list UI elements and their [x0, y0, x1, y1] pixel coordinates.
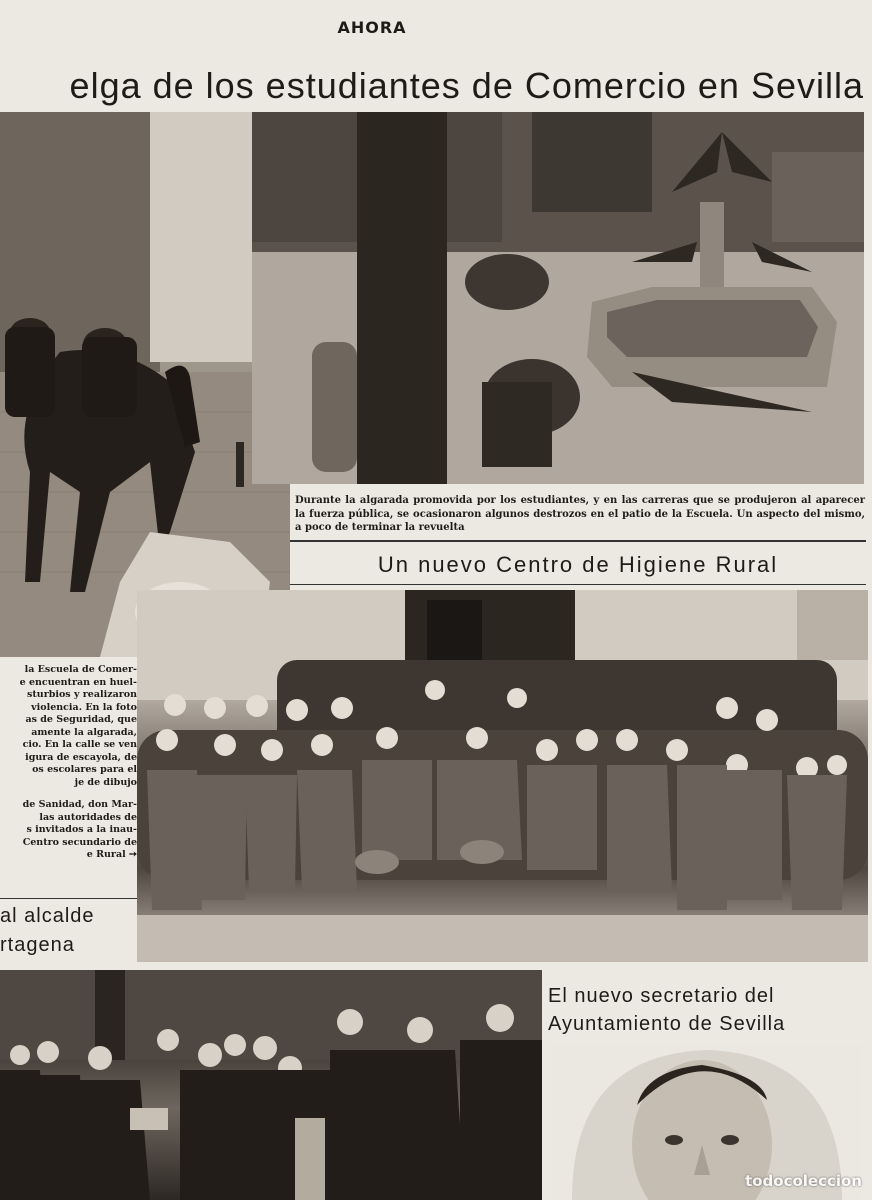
caption-line: je de dibujo — [74, 776, 137, 788]
caption-line: violencia. En la foto — [31, 701, 137, 713]
masthead: AHORA — [337, 18, 407, 37]
watermark: todocoleccion — [745, 1172, 862, 1190]
subhead-line: rtagena — [0, 934, 75, 956]
caption-line: sturbios y realizaron — [27, 689, 137, 700]
caption-riot: Durante la algarada promovida por los estudiantes, y en las carreras que se produjeron al aparecer la fuerza pública, se ocasionaron algunos destrozos en el patio de la Escuela. Un aspecto del mismo, a poco de terminar la revuelta — [295, 495, 865, 533]
arrow-icon: ➙ — [129, 849, 137, 860]
caption-sidebar — [0, 664, 137, 894]
subhead-line: El nuevo secretario del — [548, 985, 775, 1007]
photo-courtyard — [252, 112, 864, 484]
headline — [0, 64, 872, 108]
subhead-higiene-rural: Un nuevo Centro de Higiene Rural — [377, 552, 779, 577]
subhead-alcalde — [0, 902, 137, 962]
caption-line: os escolares para el — [32, 764, 137, 775]
divider — [290, 584, 866, 585]
caption-line: cio. En la calle se ven — [22, 739, 137, 750]
caption-line: e encuentran en huel- — [19, 676, 137, 688]
caption-line-text: e Rural — [86, 849, 126, 860]
divider — [0, 898, 137, 899]
photo-mounted-police — [0, 112, 290, 657]
photo-group — [137, 590, 868, 962]
divider — [290, 540, 866, 542]
caption-strike — [0, 664, 137, 789]
caption-line: las autoridades de — [39, 811, 137, 823]
photo-crowd — [0, 970, 542, 1200]
caption-line: la Escuela de Comer- — [24, 664, 137, 675]
subhead-line: al alcalde — [0, 905, 95, 927]
caption-line: amente la algarada, — [31, 726, 137, 738]
caption-line — [0, 849, 137, 862]
headline-text: elga de los estudiantes de Comercio en Sevilla — [69, 65, 864, 106]
caption-line: s invitados a la inau- — [26, 824, 137, 835]
caption-line: de Sanidad, don Mar- — [22, 799, 137, 810]
caption-line: igura de escayola, de — [25, 751, 137, 763]
subhead-secretario — [548, 982, 872, 1042]
caption-line: Centro secundario de — [22, 836, 137, 848]
caption-line: as de Seguridad, que — [25, 714, 137, 725]
caption-sanidad — [0, 799, 137, 862]
subhead-line: Ayuntamiento de Sevilla — [548, 1013, 786, 1035]
